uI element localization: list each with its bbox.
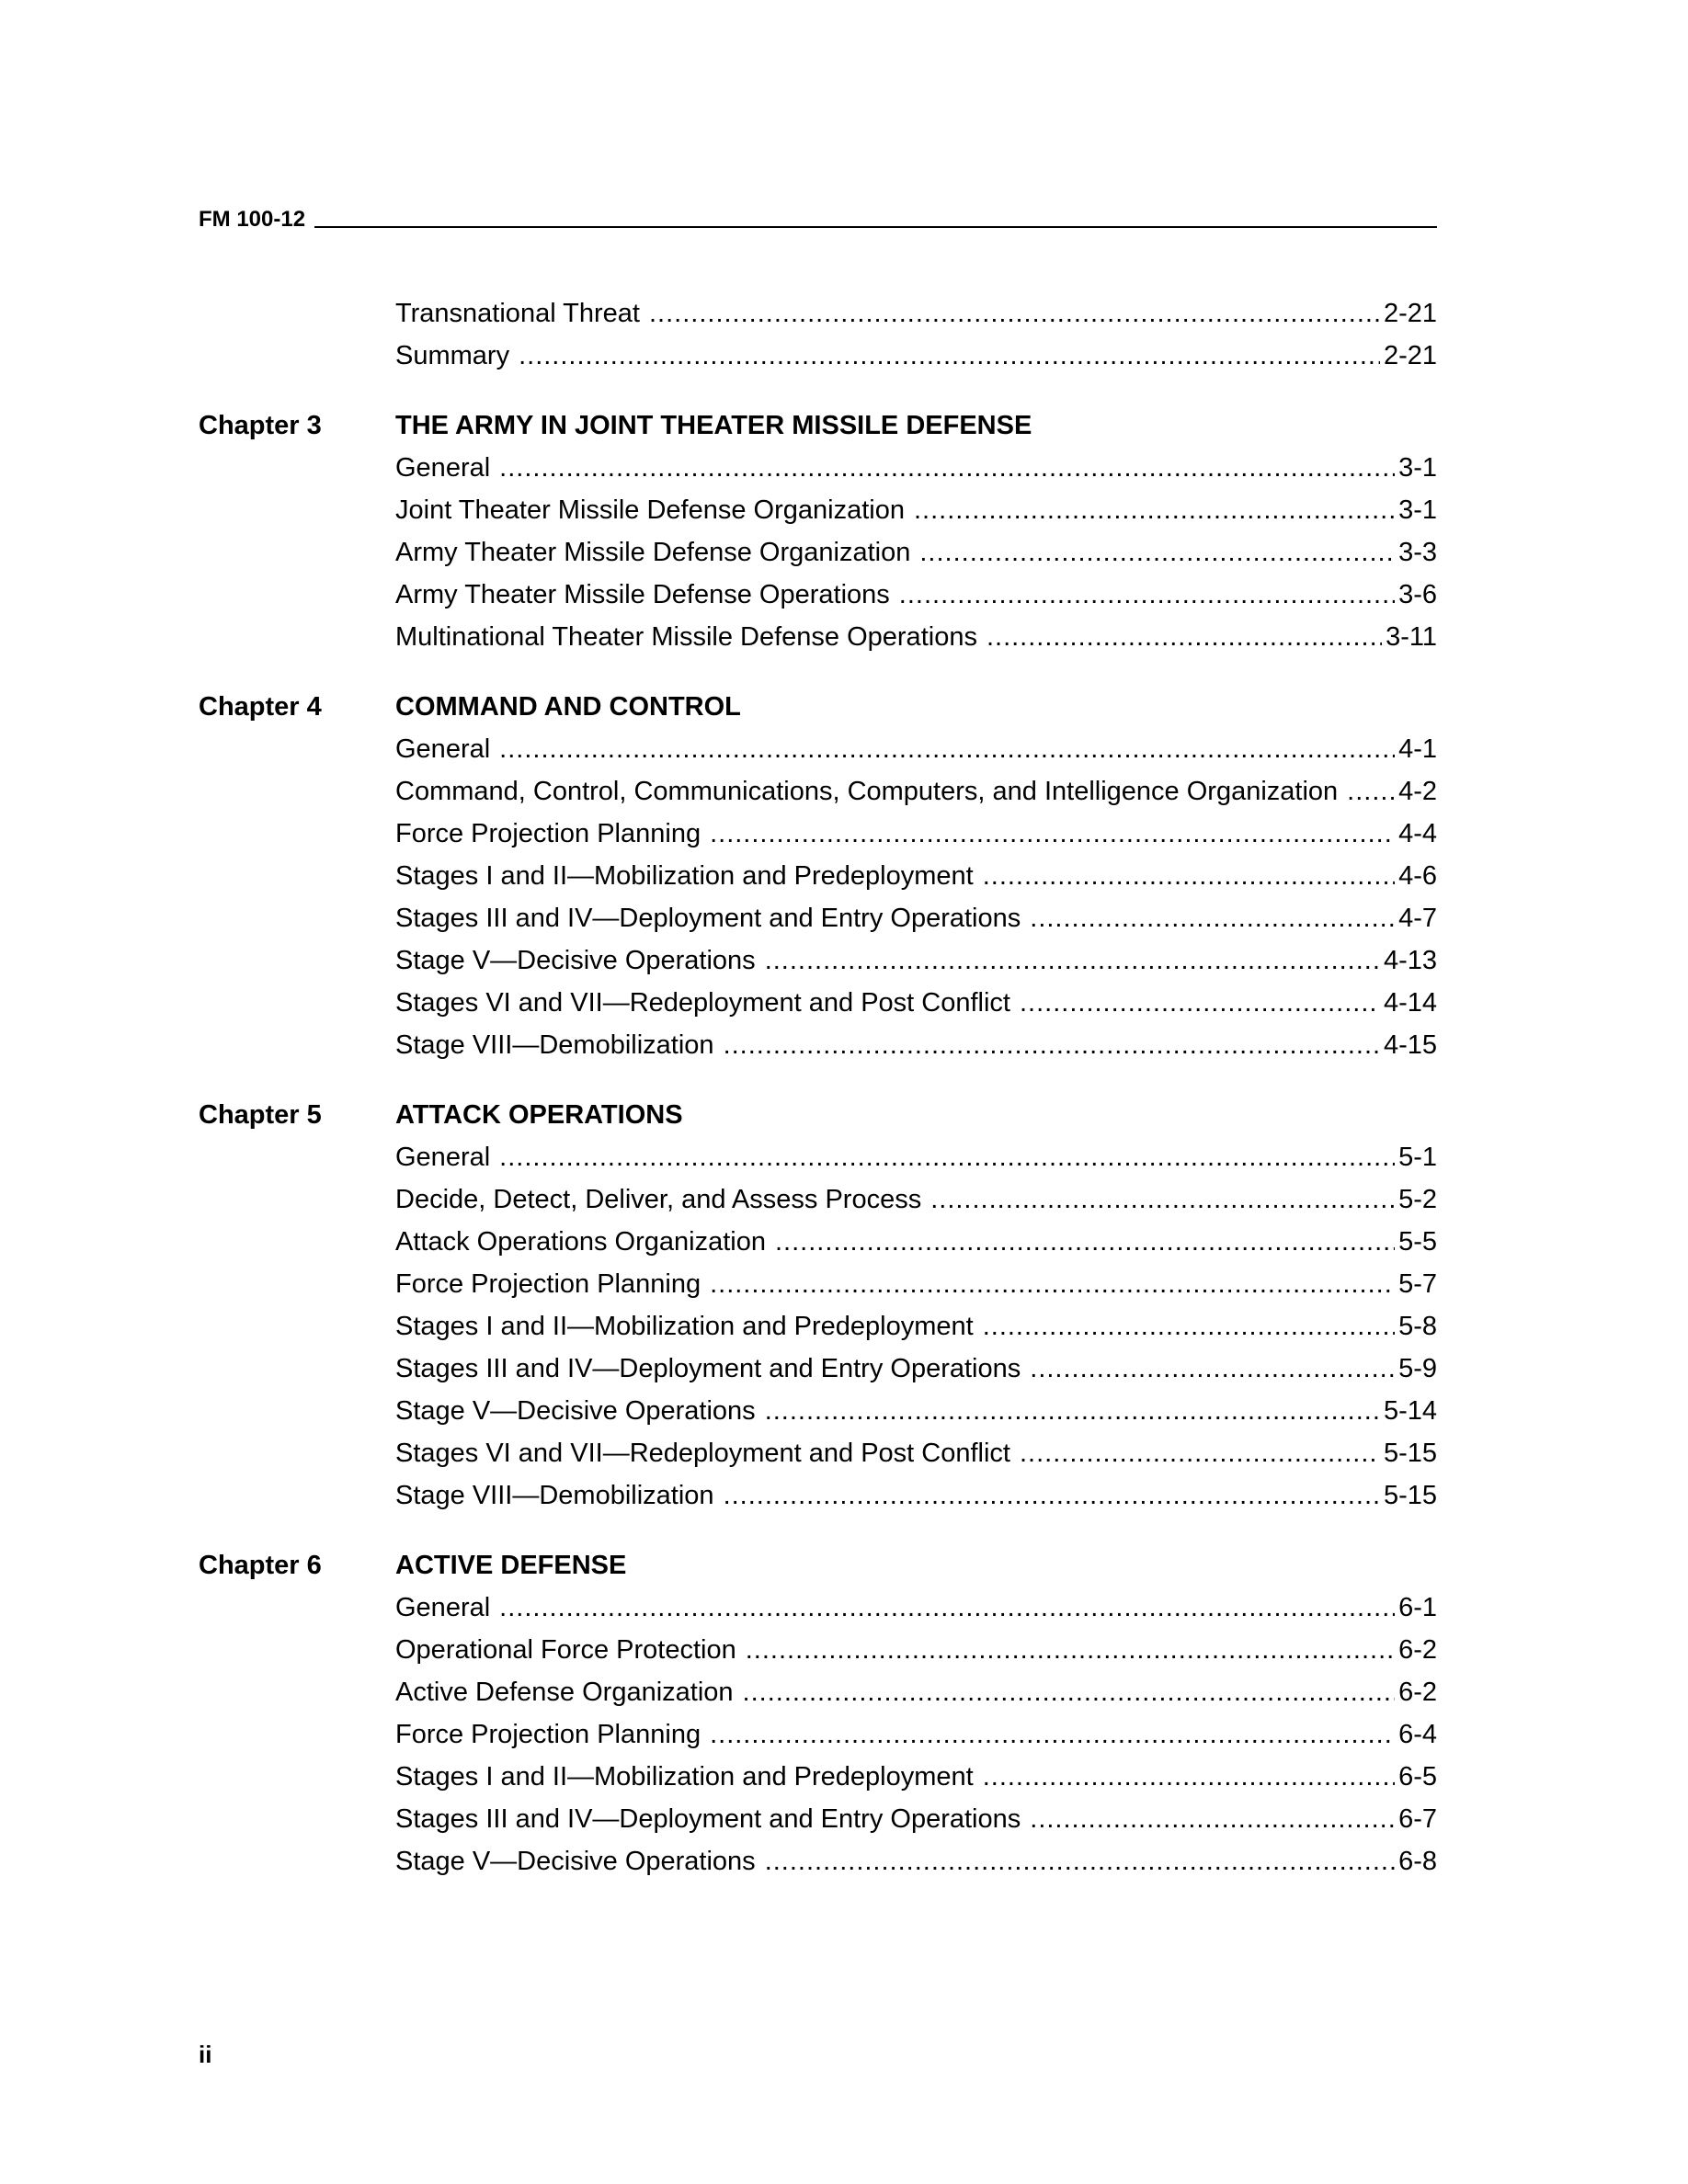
toc-entry-title: General xyxy=(395,1593,491,1622)
toc-entry-line xyxy=(395,1798,1437,1840)
toc-entry[interactable] xyxy=(199,1474,1437,1517)
toc-entry-title: Force Projection Planning xyxy=(395,819,701,848)
toc-entry-page: 6-1 xyxy=(1398,1593,1437,1622)
chapter-spacer xyxy=(199,1517,1437,1544)
toc-entry-title: Stages I and II—Mobilization and Predeployment xyxy=(395,1762,974,1792)
toc-entry[interactable] xyxy=(199,770,1437,813)
chapter-title: ATTACK OPERATIONS xyxy=(395,1100,683,1130)
toc-entry-title: Stages III and IV—Deployment and Entry Operations xyxy=(395,1354,1021,1383)
toc-entry-line xyxy=(395,574,1437,616)
toc-entry-page: 6-8 xyxy=(1398,1847,1437,1876)
toc-entry-line xyxy=(395,1432,1437,1474)
chapter-heading[interactable] xyxy=(199,686,1437,728)
chapter-label: Chapter 6 xyxy=(199,1551,322,1580)
dot-leader xyxy=(519,335,1380,377)
dot-leader xyxy=(743,1671,1396,1713)
dot-leader xyxy=(649,292,1380,335)
chapter-spacer xyxy=(199,377,1437,404)
toc-entry-page: 5-5 xyxy=(1398,1227,1437,1257)
chapter-label: Chapter 4 xyxy=(199,692,322,722)
table-of-contents xyxy=(199,292,1437,1883)
toc-entry[interactable] xyxy=(199,489,1437,531)
toc-entry-page: 6-2 xyxy=(1398,1678,1437,1707)
toc-entry-page: 6-5 xyxy=(1398,1762,1437,1792)
toc-entry-page: 4-7 xyxy=(1398,904,1437,933)
page-number: ii xyxy=(199,2041,212,2068)
toc-entry-title: Force Projection Planning xyxy=(395,1720,701,1749)
toc-entry-line xyxy=(395,1305,1437,1348)
dot-leader xyxy=(724,1024,1380,1066)
dot-leader xyxy=(930,1178,1395,1221)
dot-leader xyxy=(746,1629,1395,1671)
toc-entry[interactable] xyxy=(199,616,1437,658)
toc-entry[interactable] xyxy=(199,728,1437,770)
dot-leader xyxy=(499,1136,1395,1178)
toc-entry-title: Transnational Threat xyxy=(395,299,640,328)
toc-entry-line xyxy=(395,1629,1437,1671)
toc-entry[interactable] xyxy=(199,447,1437,489)
toc-entry-page: 6-7 xyxy=(1398,1804,1437,1834)
dot-leader xyxy=(987,616,1382,658)
toc-entry-line xyxy=(395,1136,1437,1178)
dot-leader xyxy=(983,1305,1395,1348)
toc-entry[interactable] xyxy=(199,1024,1437,1066)
dot-leader xyxy=(1030,897,1395,939)
toc-entry-page: 3-1 xyxy=(1398,495,1437,525)
toc-entry[interactable] xyxy=(199,982,1437,1024)
toc-entry-page: 5-15 xyxy=(1383,1481,1437,1510)
toc-entry[interactable] xyxy=(199,1390,1437,1432)
toc-entry-title: Stages VI and VII—Redeployment and Post Conflict xyxy=(395,1439,1010,1468)
dot-leader xyxy=(1347,770,1395,813)
document-id: FM 100-12 xyxy=(199,207,306,232)
chapter-heading[interactable] xyxy=(199,1094,1437,1136)
header-rule xyxy=(314,226,1437,228)
chapter-title: ACTIVE DEFENSE xyxy=(395,1551,627,1580)
toc-entry-title: Stages III and IV—Deployment and Entry Operations xyxy=(395,1804,1021,1834)
dot-leader xyxy=(983,855,1395,897)
toc-entry-title: Decide, Detect, Deliver, and Assess Process xyxy=(395,1185,922,1214)
toc-entry-page: 4-14 xyxy=(1383,988,1437,1018)
toc-entry-page: 4-15 xyxy=(1383,1030,1437,1060)
toc-entry-page: 6-2 xyxy=(1398,1635,1437,1665)
toc-entry-page: 2-21 xyxy=(1383,341,1437,370)
toc-entry-line xyxy=(395,855,1437,897)
dot-leader xyxy=(765,1390,1380,1432)
toc-entry-line xyxy=(395,982,1437,1024)
toc-entry-line xyxy=(395,939,1437,982)
toc-entry-line xyxy=(395,335,1437,377)
dot-leader xyxy=(1020,982,1380,1024)
toc-entry-title: Stage VIII—Demobilization xyxy=(395,1030,714,1060)
dot-leader xyxy=(710,1263,1395,1305)
toc-entry-title: Attack Operations Organization xyxy=(395,1227,766,1257)
dot-leader xyxy=(1020,1432,1380,1474)
toc-entry-page: 2-21 xyxy=(1383,299,1437,328)
toc-entry[interactable] xyxy=(199,855,1437,897)
dot-leader xyxy=(775,1221,1395,1263)
toc-entry-line xyxy=(395,1756,1437,1798)
toc-entry-page: 5-7 xyxy=(1398,1269,1437,1299)
toc-entry-title: Stages III and IV—Deployment and Entry Operations xyxy=(395,904,1021,933)
toc-entry-page: 5-8 xyxy=(1398,1312,1437,1341)
chapter-heading[interactable] xyxy=(199,404,1437,447)
toc-entry-title: Operational Force Protection xyxy=(395,1635,736,1665)
toc-entry-line xyxy=(395,1671,1437,1713)
dot-leader xyxy=(710,813,1395,855)
dot-leader xyxy=(1030,1798,1395,1840)
dot-leader xyxy=(899,574,1395,616)
toc-entry[interactable] xyxy=(199,1840,1437,1883)
toc-entry[interactable] xyxy=(199,1629,1437,1671)
toc-entry-line xyxy=(395,1178,1437,1221)
toc-entry-page: 3-1 xyxy=(1398,453,1437,483)
toc-entry-line xyxy=(395,616,1437,658)
toc-entry[interactable] xyxy=(199,897,1437,939)
toc-entry-line xyxy=(395,292,1437,335)
toc-entry[interactable] xyxy=(199,1348,1437,1390)
chapter-label: Chapter 3 xyxy=(199,411,322,440)
toc-entry-page: 5-14 xyxy=(1383,1396,1437,1426)
toc-entry[interactable] xyxy=(199,1587,1437,1629)
dot-leader xyxy=(499,447,1395,489)
toc-entry-title: Army Theater Missile Defense Operations xyxy=(395,580,890,609)
toc-entry[interactable] xyxy=(199,1221,1437,1263)
toc-entry[interactable] xyxy=(199,1136,1437,1178)
toc-entry[interactable] xyxy=(199,1713,1437,1756)
dot-leader xyxy=(765,1840,1395,1883)
toc-entry-line xyxy=(395,897,1437,939)
toc-entry-title: Stages I and II—Mobilization and Predeployment xyxy=(395,1312,974,1341)
toc-entry-page: 5-15 xyxy=(1383,1439,1437,1468)
toc-entry[interactable] xyxy=(199,813,1437,855)
toc-entry-page: 5-9 xyxy=(1398,1354,1437,1383)
toc-entry-page: 3-6 xyxy=(1398,580,1437,609)
toc-entry-title: Active Defense Organization xyxy=(395,1678,734,1707)
toc-entry-title: General xyxy=(395,453,491,483)
chapter-title: THE ARMY IN JOINT THEATER MISSILE DEFENSE xyxy=(395,411,1032,440)
toc-entry-line xyxy=(395,489,1437,531)
chapter-label: Chapter 5 xyxy=(199,1100,322,1130)
dot-leader xyxy=(710,1713,1395,1756)
toc-entry-line xyxy=(395,728,1437,770)
toc-entry-title: Joint Theater Missile Defense Organization xyxy=(395,495,905,525)
toc-entry-title: Multinational Theater Missile Defense Operations xyxy=(395,622,977,652)
toc-entry-title: Stage V—Decisive Operations xyxy=(395,946,756,975)
running-header xyxy=(199,204,1437,232)
toc-entry-title: General xyxy=(395,734,491,764)
toc-entry-title: Army Theater Missile Defense Organization xyxy=(395,538,911,567)
dot-leader xyxy=(914,489,1395,531)
dot-leader xyxy=(1030,1348,1395,1390)
toc-entry-title: Stage VIII—Demobilization xyxy=(395,1481,714,1510)
toc-entry-line xyxy=(395,447,1437,489)
toc-entry-line xyxy=(395,1587,1437,1629)
toc-entry-title: Stage V—Decisive Operations xyxy=(395,1396,756,1426)
toc-entry-line xyxy=(395,1474,1437,1517)
toc-entry-title: Summary xyxy=(395,341,510,370)
toc-entry[interactable] xyxy=(199,292,1437,335)
toc-entry[interactable] xyxy=(199,1305,1437,1348)
toc-entry-page: 4-2 xyxy=(1398,777,1437,806)
toc-entry[interactable] xyxy=(199,939,1437,982)
toc-entry-page: 4-4 xyxy=(1398,819,1437,848)
chapter-spacer xyxy=(199,658,1437,686)
toc-entry-line xyxy=(395,813,1437,855)
toc-entry-page: 3-11 xyxy=(1386,622,1437,652)
toc-entry-title: Stages I and II—Mobilization and Predeployment xyxy=(395,861,974,891)
toc-entry-line xyxy=(395,1221,1437,1263)
toc-entry-line xyxy=(395,1024,1437,1066)
toc-entry-line xyxy=(395,1348,1437,1390)
toc-entry[interactable] xyxy=(199,1756,1437,1798)
toc-entry-page: 6-4 xyxy=(1398,1720,1437,1749)
toc-entry-title: Command, Control, Communications, Computers, and Intelligence Organization xyxy=(395,777,1339,806)
toc-entry[interactable] xyxy=(199,335,1437,377)
chapter-heading[interactable] xyxy=(199,1544,1437,1587)
dot-leader xyxy=(499,728,1395,770)
toc-entry-page: 4-6 xyxy=(1398,861,1437,891)
toc-entry-line xyxy=(395,1263,1437,1305)
dot-leader xyxy=(919,531,1395,574)
toc-entry[interactable] xyxy=(199,1178,1437,1221)
toc-entry[interactable] xyxy=(199,1432,1437,1474)
toc-entry-page: 4-13 xyxy=(1383,946,1437,975)
toc-entry-title: Stages VI and VII—Redeployment and Post Conflict xyxy=(395,988,1010,1018)
dot-leader xyxy=(724,1474,1380,1517)
toc-entry[interactable] xyxy=(199,531,1437,574)
toc-entry[interactable] xyxy=(199,1671,1437,1713)
toc-entry-line xyxy=(395,1390,1437,1432)
chapter-spacer xyxy=(199,1066,1437,1094)
toc-entry-line xyxy=(395,1713,1437,1756)
toc-entry-page: 4-1 xyxy=(1398,734,1437,764)
toc-entry-line xyxy=(395,770,1437,813)
toc-entry-page: 5-2 xyxy=(1398,1185,1437,1214)
toc-entry-line xyxy=(395,531,1437,574)
toc-entry-line xyxy=(395,1840,1437,1883)
chapter-title: COMMAND AND CONTROL xyxy=(395,692,741,722)
toc-entry[interactable] xyxy=(199,1263,1437,1305)
dot-leader xyxy=(765,939,1380,982)
toc-entry[interactable] xyxy=(199,574,1437,616)
toc-entry-title: Force Projection Planning xyxy=(395,1269,701,1299)
toc-entry-page: 5-1 xyxy=(1398,1143,1437,1172)
toc-entry-title: General xyxy=(395,1143,491,1172)
dot-leader xyxy=(983,1756,1395,1798)
toc-entry-page: 3-3 xyxy=(1398,538,1437,567)
toc-entry-title: Stage V—Decisive Operations xyxy=(395,1847,756,1876)
toc-entry[interactable] xyxy=(199,1798,1437,1840)
dot-leader xyxy=(499,1587,1395,1629)
